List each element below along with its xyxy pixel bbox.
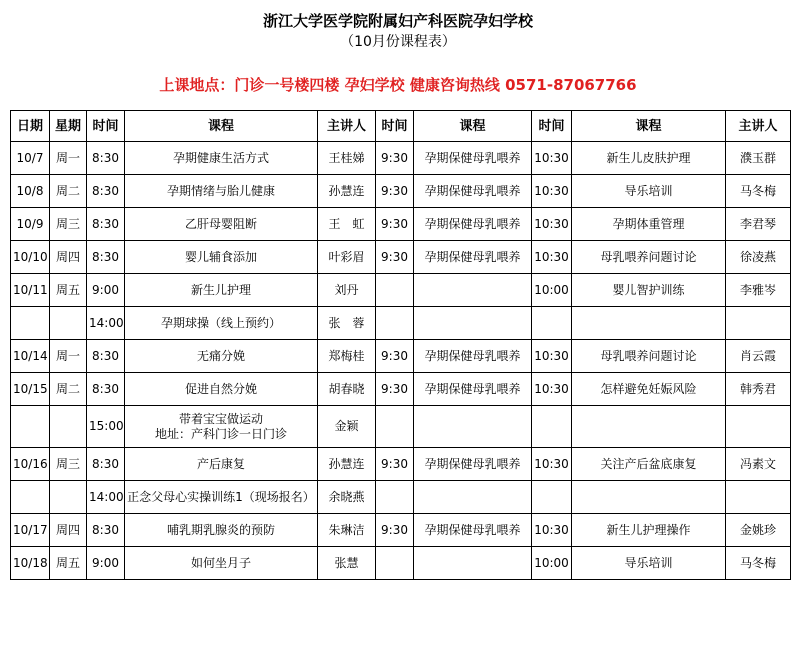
speaker-cell: 朱琳洁 <box>318 514 376 547</box>
course-cell: 母乳喂养问题讨论 <box>572 340 726 373</box>
date-cell: 10/14 <box>11 340 50 373</box>
weekday-cell: 周一 <box>50 142 87 175</box>
table-header-row <box>11 111 791 142</box>
course-cell: 孕期保健母乳喂养 <box>414 373 532 406</box>
time-cell: 8:30 <box>87 241 125 274</box>
weekday-cell: 周三 <box>50 208 87 241</box>
speaker-cell <box>726 481 791 514</box>
course-cell: 正念父母心实操训练1（现场报名） <box>125 481 318 514</box>
speaker-cell: 韩秀君 <box>726 373 791 406</box>
page-subtitle: （10月份课程表） <box>340 34 456 50</box>
table-row <box>11 241 791 274</box>
weekday-cell <box>50 307 87 340</box>
col-header: 时间 <box>87 111 125 142</box>
course-cell: 乙肝母婴阻断 <box>125 208 318 241</box>
speaker-cell: 王桂娣 <box>318 142 376 175</box>
weekday-cell: 周四 <box>50 514 87 547</box>
course-cell: 孕期保健母乳喂养 <box>414 208 532 241</box>
col-header: 课程 <box>414 111 532 142</box>
course-cell: 孕期球操（线上预约） <box>125 307 318 340</box>
course-cell: 促进自然分娩 <box>125 373 318 406</box>
table-row <box>11 274 791 307</box>
speaker-cell: 孙慧连 <box>318 175 376 208</box>
course-cell: 导乐培训 <box>572 547 726 580</box>
col-header: 时间 <box>376 111 414 142</box>
course-cell: 新生儿皮肤护理 <box>572 142 726 175</box>
date-cell: 10/10 <box>11 241 50 274</box>
col-header: 时间 <box>532 111 572 142</box>
time-cell: 9:00 <box>87 547 125 580</box>
course-cell: 关注产后盆底康复 <box>572 448 726 481</box>
date-cell: 10/16 <box>11 448 50 481</box>
time-cell: 8:30 <box>87 175 125 208</box>
course-cell <box>572 481 726 514</box>
course-line: 带着宝宝做运动 <box>178 411 263 426</box>
table-row <box>11 406 791 448</box>
date-cell <box>11 481 50 514</box>
time-cell <box>376 274 414 307</box>
weekday-cell: 周一 <box>50 340 87 373</box>
table-row <box>11 448 791 481</box>
time-cell: 14:00 <box>87 481 125 514</box>
course-cell <box>125 406 318 448</box>
course-cell: 孕期保健母乳喂养 <box>414 142 532 175</box>
col-header: 星期 <box>50 111 87 142</box>
table-row <box>11 307 791 340</box>
speaker-cell: 刘丹 <box>318 274 376 307</box>
date-cell: 10/8 <box>11 175 50 208</box>
course-cell: 新生儿护理操作 <box>572 514 726 547</box>
time-cell: 14:00 <box>87 307 125 340</box>
course-cell: 孕期保健母乳喂养 <box>414 514 532 547</box>
time-cell <box>376 547 414 580</box>
speaker-cell: 冯素文 <box>726 448 791 481</box>
time-cell <box>532 307 572 340</box>
course-cell: 无痛分娩 <box>125 340 318 373</box>
course-cell <box>414 406 532 448</box>
course-cell: 孕期保健母乳喂养 <box>414 340 532 373</box>
time-cell: 10:00 <box>532 274 572 307</box>
time-cell: 9:30 <box>376 340 414 373</box>
time-cell: 9:30 <box>376 448 414 481</box>
course-cell: 孕期保健母乳喂养 <box>414 241 532 274</box>
date-cell: 10/7 <box>11 142 50 175</box>
time-cell: 9:30 <box>376 373 414 406</box>
speaker-cell: 张 蓉 <box>318 307 376 340</box>
table-row <box>11 340 791 373</box>
time-cell <box>376 406 414 448</box>
time-cell: 9:30 <box>376 175 414 208</box>
time-cell: 8:30 <box>87 514 125 547</box>
date-cell: 10/18 <box>11 547 50 580</box>
time-cell: 10:00 <box>532 547 572 580</box>
speaker-cell: 王 虹 <box>318 208 376 241</box>
course-cell: 哺乳期乳腺炎的预防 <box>125 514 318 547</box>
course-cell: 母乳喂养问题讨论 <box>572 241 726 274</box>
course-cell: 怎样避免妊娠风险 <box>572 373 726 406</box>
course-cell: 产后康复 <box>125 448 318 481</box>
time-cell: 9:30 <box>376 208 414 241</box>
time-cell: 10:30 <box>532 241 572 274</box>
time-cell: 9:30 <box>376 142 414 175</box>
col-header: 日期 <box>11 111 50 142</box>
speaker-cell: 马冬梅 <box>726 175 791 208</box>
speaker-cell: 余晓燕 <box>318 481 376 514</box>
time-cell: 10:30 <box>532 340 572 373</box>
time-cell <box>532 406 572 448</box>
time-cell: 15:00 <box>87 406 125 448</box>
time-cell: 8:30 <box>87 448 125 481</box>
col-header: 课程 <box>125 111 318 142</box>
course-cell: 孕期情绪与胎儿健康 <box>125 175 318 208</box>
weekday-cell: 周二 <box>50 373 87 406</box>
speaker-cell: 郑梅桂 <box>318 340 376 373</box>
table-row <box>11 481 791 514</box>
speaker-cell: 胡春晓 <box>318 373 376 406</box>
time-cell: 9:30 <box>376 241 414 274</box>
time-cell: 9:00 <box>87 274 125 307</box>
col-header: 课程 <box>572 111 726 142</box>
time-cell: 9:30 <box>376 514 414 547</box>
course-cell: 导乐培训 <box>572 175 726 208</box>
course-cell: 孕期健康生活方式 <box>125 142 318 175</box>
course-cell: 如何坐月子 <box>125 547 318 580</box>
weekday-cell: 周四 <box>50 241 87 274</box>
speaker-cell: 金颖 <box>318 406 376 448</box>
course-cell <box>414 481 532 514</box>
weekday-cell <box>50 406 87 448</box>
speaker-cell: 孙慧连 <box>318 448 376 481</box>
speaker-cell: 肖云霞 <box>726 340 791 373</box>
table-row <box>11 547 791 580</box>
table-row <box>11 208 791 241</box>
time-cell <box>532 481 572 514</box>
speaker-cell <box>726 406 791 448</box>
time-cell: 8:30 <box>87 142 125 175</box>
time-cell: 10:30 <box>532 142 572 175</box>
course-address-line: 地址：产科门诊一日门诊 <box>154 426 287 441</box>
table-row <box>11 514 791 547</box>
speaker-cell: 张慧 <box>318 547 376 580</box>
weekday-cell: 周二 <box>50 175 87 208</box>
course-cell: 孕期体重管理 <box>572 208 726 241</box>
time-cell: 10:30 <box>532 448 572 481</box>
time-cell: 10:30 <box>532 208 572 241</box>
weekday-cell: 周三 <box>50 448 87 481</box>
course-cell <box>572 307 726 340</box>
date-cell <box>11 406 50 448</box>
course-cell <box>414 307 532 340</box>
time-cell <box>376 481 414 514</box>
course-cell: 孕期保健母乳喂养 <box>414 175 532 208</box>
page-title: 浙江大学医学院附属妇产科医院孕妇学校 <box>262 12 533 30</box>
weekday-cell: 周五 <box>50 274 87 307</box>
speaker-cell: 濮玉群 <box>726 142 791 175</box>
time-cell <box>376 307 414 340</box>
speaker-cell: 叶彩眉 <box>318 241 376 274</box>
table-row <box>11 373 791 406</box>
date-cell <box>11 307 50 340</box>
speaker-cell <box>726 307 791 340</box>
col-header: 主讲人 <box>318 111 376 142</box>
date-cell: 10/9 <box>11 208 50 241</box>
time-cell: 8:30 <box>87 340 125 373</box>
location-line: 上课地点：门诊一号楼四楼 孕妇学校 健康咨询热线 0571-87067766 <box>159 76 637 94</box>
course-cell: 婴儿辅食添加 <box>125 241 318 274</box>
course-cell: 新生儿护理 <box>125 274 318 307</box>
time-cell: 8:30 <box>87 208 125 241</box>
table-row <box>11 175 791 208</box>
schedule-table <box>10 110 791 580</box>
time-cell: 8:30 <box>87 373 125 406</box>
date-cell: 10/15 <box>11 373 50 406</box>
date-cell: 10/11 <box>11 274 50 307</box>
time-cell: 10:30 <box>532 514 572 547</box>
weekday-cell: 周五 <box>50 547 87 580</box>
speaker-cell: 李雅岑 <box>726 274 791 307</box>
course-cell <box>414 274 532 307</box>
speaker-cell: 金姚珍 <box>726 514 791 547</box>
speaker-cell: 马冬梅 <box>726 547 791 580</box>
table-row <box>11 142 791 175</box>
weekday-cell <box>50 481 87 514</box>
course-cell: 孕期保健母乳喂养 <box>414 448 532 481</box>
col-header: 主讲人 <box>726 111 791 142</box>
course-cell: 婴儿智护训练 <box>572 274 726 307</box>
speaker-cell: 徐凌燕 <box>726 241 791 274</box>
speaker-cell: 李君琴 <box>726 208 791 241</box>
time-cell: 10:30 <box>532 175 572 208</box>
time-cell: 10:30 <box>532 373 572 406</box>
course-cell <box>572 406 726 448</box>
date-cell: 10/17 <box>11 514 50 547</box>
course-cell <box>414 547 532 580</box>
